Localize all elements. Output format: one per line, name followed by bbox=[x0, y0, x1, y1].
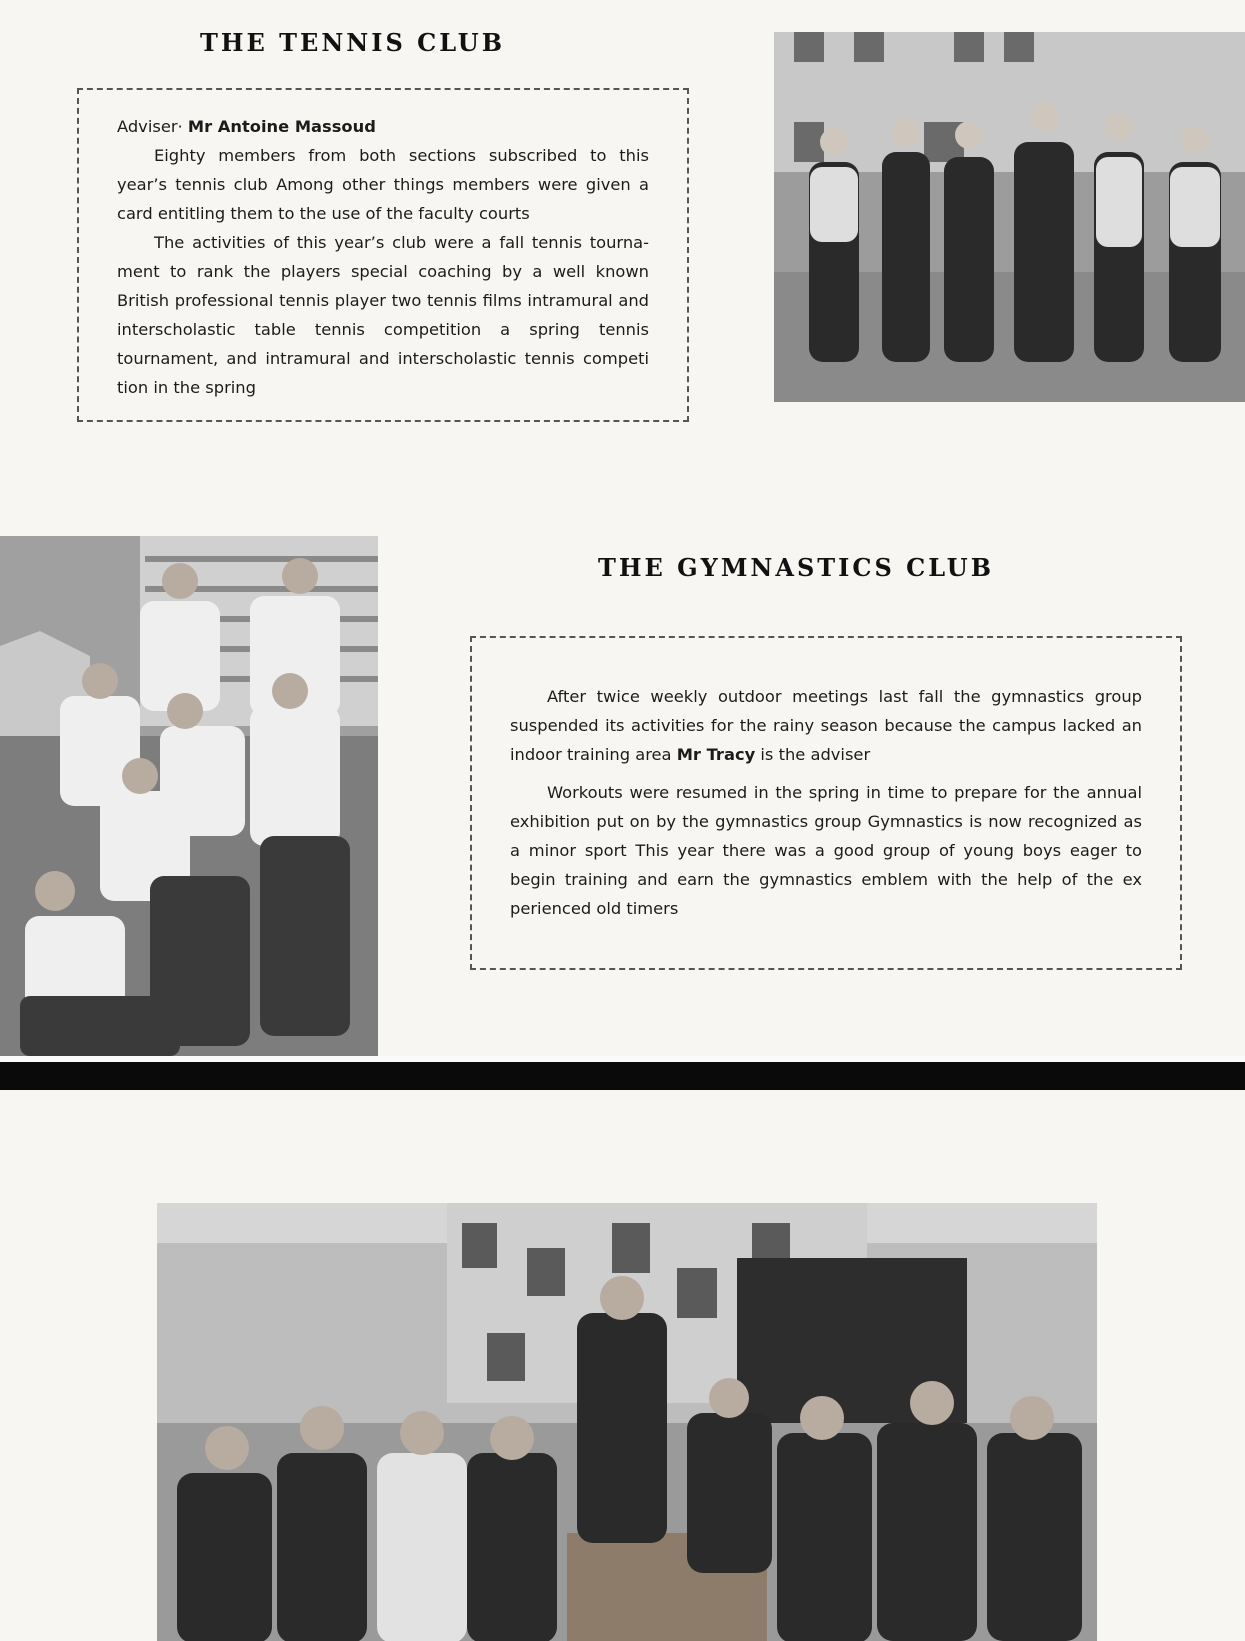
gymnastics-adviser-name: Mr Tracy bbox=[676, 745, 756, 764]
tennis-club-photo bbox=[774, 32, 1245, 402]
gymnastics-club-title: THE GYMNASTICS CLUB bbox=[598, 553, 995, 582]
tennis-paragraph-2: The activities of this year’s club were a fall tennis tourna- ment to rank the players special coaching by a well known British professional tennis player two tennis films intramural and interscholastic table tennis competition a spring tennis tournament, and intramural and interscholastic tennis competi tion in the spring bbox=[117, 233, 649, 397]
meeting-photo bbox=[157, 1203, 1097, 1641]
tennis-club-title: THE TENNIS CLUB bbox=[200, 28, 506, 57]
gymnastics-paragraph-1 bbox=[510, 682, 1142, 769]
tennis-paragraph-1: Eighty members from both sections subscribed to this year’s tennis club Among other things members were given a card entitling them to the use of the faculty courts bbox=[117, 146, 649, 223]
page-divider-band bbox=[0, 1062, 1245, 1090]
gymnastics-club-photo bbox=[0, 536, 378, 1056]
gymnastics-paragraph-1-text-b: is the adviser bbox=[760, 745, 871, 764]
tennis-club-text-box bbox=[77, 88, 689, 422]
adviser-label: Adviser· bbox=[117, 117, 183, 136]
tennis-adviser-line bbox=[117, 112, 649, 141]
gymnastics-paragraph-1-text-a: After twice weekly outdoor meetings last fall the gymnastics group suspended its activities for the rainy season because the campus lacked an indoor training area bbox=[510, 687, 1142, 764]
adviser-name: Mr Antoine Massoud bbox=[187, 117, 376, 136]
gymnastics-club-text-box bbox=[470, 636, 1182, 970]
gymnastics-paragraph-2: Workouts were resumed in the spring in time to prepare for the annual exhibition put on by the gymnastics group Gymnastics is now recognized as a minor sport This year there was a good group of young boys eager to begin training and earn the gymnastics emblem with the help of the ex perienced old timers bbox=[510, 783, 1142, 918]
